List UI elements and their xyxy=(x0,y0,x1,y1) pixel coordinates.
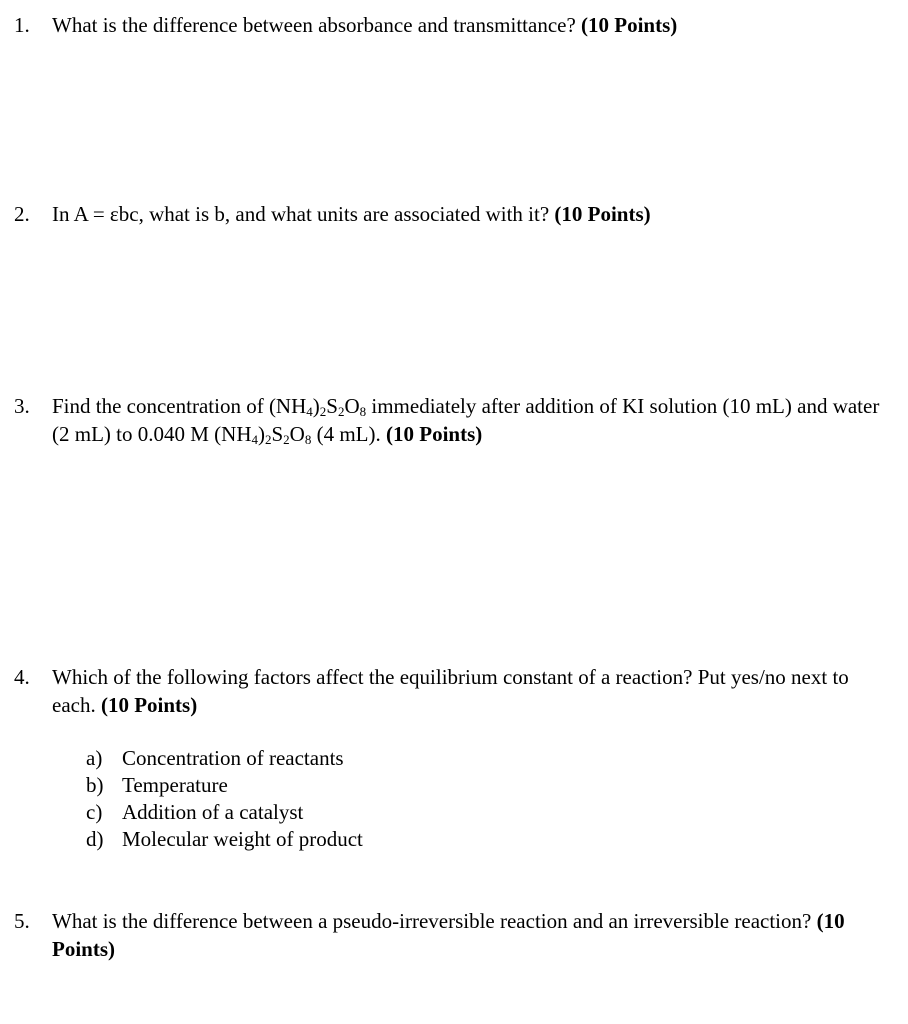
text-segment: O xyxy=(344,394,360,418)
question-number: 1. xyxy=(14,13,30,37)
question-number: 2. xyxy=(14,202,30,226)
subscript: 2 xyxy=(337,404,345,419)
question-text xyxy=(52,200,894,228)
text-segment: ) xyxy=(312,394,320,418)
subscript: 2 xyxy=(264,432,272,447)
subscript: 8 xyxy=(359,404,367,419)
subscript: 8 xyxy=(304,432,312,447)
question-text xyxy=(52,392,894,448)
question-text xyxy=(52,663,894,719)
text-segment: S xyxy=(326,394,338,418)
points-label: (10 Points) xyxy=(581,13,678,37)
text-segment: O xyxy=(289,422,305,446)
question-number: 4. xyxy=(14,665,30,689)
points-label: (10 Points) xyxy=(386,422,483,446)
points-label: (10 Points) xyxy=(52,909,845,961)
question-1 xyxy=(14,11,894,39)
subscript: 2 xyxy=(283,432,290,447)
list-item xyxy=(86,826,363,853)
option-letter: b) xyxy=(86,773,104,797)
question-number: 3. xyxy=(14,394,30,418)
question-prompt: Which of the following factors affect the equilibrium constant of a reaction? Put yes/no next to each. xyxy=(52,665,849,717)
option-letter: a) xyxy=(86,746,103,770)
option-text: Molecular weight of product xyxy=(122,827,363,851)
question-text xyxy=(52,907,894,963)
question-text xyxy=(52,11,894,39)
list-item xyxy=(86,745,363,772)
question-3 xyxy=(14,392,894,448)
answer-options-list xyxy=(86,745,363,853)
list-item xyxy=(86,799,363,826)
option-text: Addition of a catalyst xyxy=(122,800,304,824)
subscript: 2 xyxy=(319,404,327,419)
option-letter: d) xyxy=(86,827,104,851)
option-text: Concentration of reactants xyxy=(122,746,344,770)
question-prompt: What is the difference between absorbance and transmittance? xyxy=(52,13,576,37)
list-item xyxy=(86,772,363,799)
points-label: (10 Points) xyxy=(100,693,198,717)
question-prompt: What is the difference between a pseudo-irreversible reaction and an irreversible reaction? xyxy=(52,909,812,933)
question-2 xyxy=(14,200,894,228)
option-text: Temperature xyxy=(122,773,228,797)
text-segment: ) xyxy=(257,422,265,446)
text-segment: Find the concentration of (NH xyxy=(52,394,307,418)
question-number: 5. xyxy=(14,909,30,933)
subscript: 4 xyxy=(306,404,313,419)
question-4 xyxy=(14,663,894,719)
question-prompt: In A = εbc, what is b, and what units are associated with it? xyxy=(52,202,550,226)
points-label: (10 Points) xyxy=(554,202,651,226)
option-letter: c) xyxy=(86,800,103,824)
text-segment: S xyxy=(271,422,284,446)
subscript: 4 xyxy=(251,432,258,447)
question-5 xyxy=(14,907,894,963)
text-segment: immediately after addition of KI solution (10 mL) and water (2 mL) to 0.040 M (NH xyxy=(52,394,880,446)
text-segment: (4 mL). xyxy=(311,422,381,446)
